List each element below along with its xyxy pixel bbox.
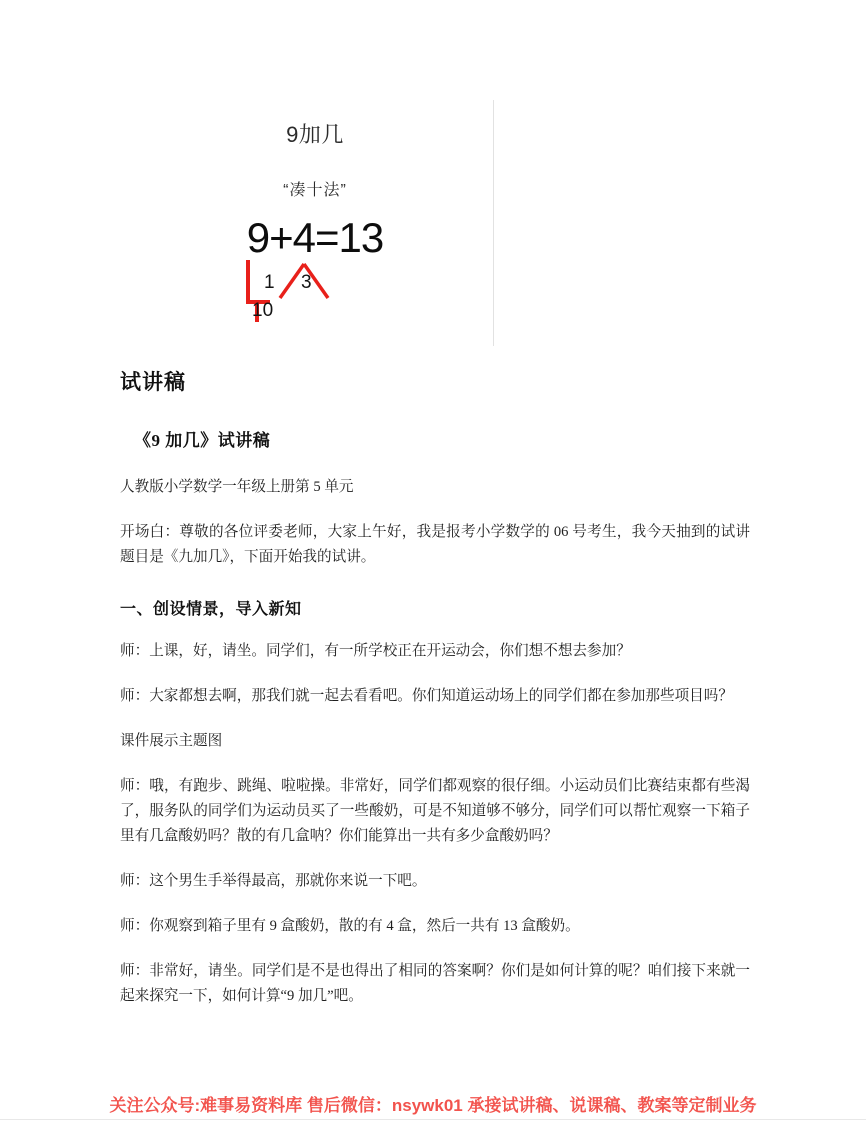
footer-promo-banner: 关注公众号:难事易资料库 售后微信：nsywk01 承接试讲稿、说课稿、教案等定制业务 <box>109 1096 757 1115</box>
document-subtitle: 《9 加几》试讲稿 <box>134 431 271 450</box>
paragraph: 师：你观察到箱子里有 9 盒酸奶，散的有 4 盒，然后一共有 13 盒酸奶。 <box>120 918 580 934</box>
paragraph: 课件展示主题图 <box>120 733 223 749</box>
footer-divider <box>0 1119 866 1120</box>
source-line: 人教版小学数学一年级上册第 5 单元 <box>120 479 354 495</box>
document-body <box>120 366 750 1029</box>
section-heading-one: 一、创设情景，导入新知 <box>120 601 302 618</box>
opening-paragraph: 开场白：尊敬的各位评委老师，大家上午好，我是报考小学数学的 06 号考生，我今天抽到的试讲题目是《九加几》，下面开始我的试讲。 <box>120 524 750 565</box>
decomposition-ten-label: 10 <box>252 300 274 321</box>
decomposition-lines-icon <box>228 258 368 344</box>
decomposition-left-part: 1 <box>264 272 275 293</box>
slide-subtitle: “凑十法” <box>283 182 347 199</box>
paragraph: 师：非常好，请坐。同学们是不是也得出了相同的答案啊？你们是如何计算的呢？咱们接下来就一起来探究一下，如何计算“9 加几”吧。 <box>120 963 750 1004</box>
paragraph: 师：上课，好，请坐。同学们，有一所学校正在开运动会，你们想不想去参加？ <box>120 643 631 659</box>
equation-diagram <box>0 214 630 344</box>
paragraph: 师：大家都想去啊，那我们就一起去看看吧。你们知道运动场上的同学们都在参加那些项目吗？ <box>120 688 733 704</box>
paragraph: 师：这个男生手举得最高，那就你来说一下吧。 <box>120 873 427 889</box>
decomposition-right-part: 3 <box>301 272 312 293</box>
paragraph: 师：哦，有跑步、跳绳、啦啦操。非常好，同学们都观察的很仔细。小运动员们比赛结束都有些渴了，服务队的同学们为运动员买了一些酸奶，可是不知道够不够分，同学们可以帮忙观察一下箱子里有几盒酸奶吗？散的有几盒呐？你们能算出一共有多少盒酸奶吗？ <box>120 778 750 844</box>
slide-title: 9加几 <box>286 122 344 147</box>
page-title: 试讲稿 <box>120 370 186 394</box>
lesson-slide-figure <box>0 0 866 360</box>
equation-text: 9+4=13 <box>246 214 384 261</box>
